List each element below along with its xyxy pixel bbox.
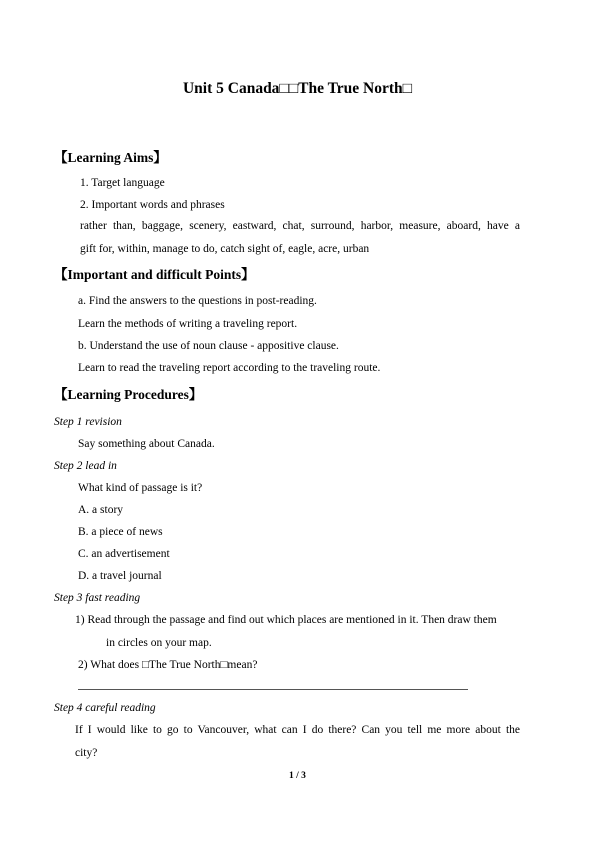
step-3-question-1-line-1: 1) Read through the passage and find out which places are mentioned in it. Then draw them xyxy=(75,614,497,626)
step-2-question: What kind of passage is it? xyxy=(78,482,203,494)
step-2-option-b: B. a piece of news xyxy=(78,526,163,538)
step-2-title: Step 2 lead in xyxy=(54,460,117,472)
step-2-option-a: A. a story xyxy=(78,504,124,516)
aim-item-1: 1. Target language xyxy=(80,177,165,189)
point-line-1: a. Find the answers to the questions in post-reading. xyxy=(78,295,317,307)
step-4-line-1: If I would like to go to Vancouver, what can I do there? Can you tell me more about the xyxy=(75,724,520,736)
step-1-text: Say something about Canada. xyxy=(78,438,215,450)
point-line-2: Learn the methods of writing a traveling report. xyxy=(78,318,298,330)
page-number: 1 / 3 xyxy=(289,771,306,781)
important-points-heading: 【Important and difficult Points】 xyxy=(54,267,255,282)
step-3-question-1-line-2: in circles on your map. xyxy=(106,637,212,649)
step-2-option-c: C. an advertisement xyxy=(78,548,170,560)
step-3-title: Step 3 fast reading xyxy=(54,592,141,604)
answer-blank-line xyxy=(78,689,468,690)
point-line-3: b. Understand the use of noun clause - appositive clause. xyxy=(78,340,339,352)
page-title: Unit 5 Canada□□The True North□ xyxy=(182,80,413,97)
aim-words-line-2: gift for, within, manage to do, catch sight of, eagle, acre, urban xyxy=(80,243,370,255)
aim-item-2: 2. Important words and phrases xyxy=(80,199,225,211)
step-2-option-d: D. a travel journal xyxy=(78,570,162,582)
step-3-question-2: 2) What does □The True North□mean? xyxy=(78,659,258,671)
step-4-title: Step 4 careful reading xyxy=(54,702,156,714)
point-line-4: Learn to read the traveling report according to the traveling route. xyxy=(78,362,381,374)
step-1-title: Step 1 revision xyxy=(54,416,122,428)
procedures-heading: 【Learning Procedures】 xyxy=(54,387,203,402)
step-4-line-2: city? xyxy=(75,747,98,759)
learning-aims-heading: 【Learning Aims】 xyxy=(54,150,167,165)
aim-words-line-1: rather than, baggage, scenery, eastward, chat, surround, harbor, measure, aboard, have a xyxy=(80,220,520,232)
